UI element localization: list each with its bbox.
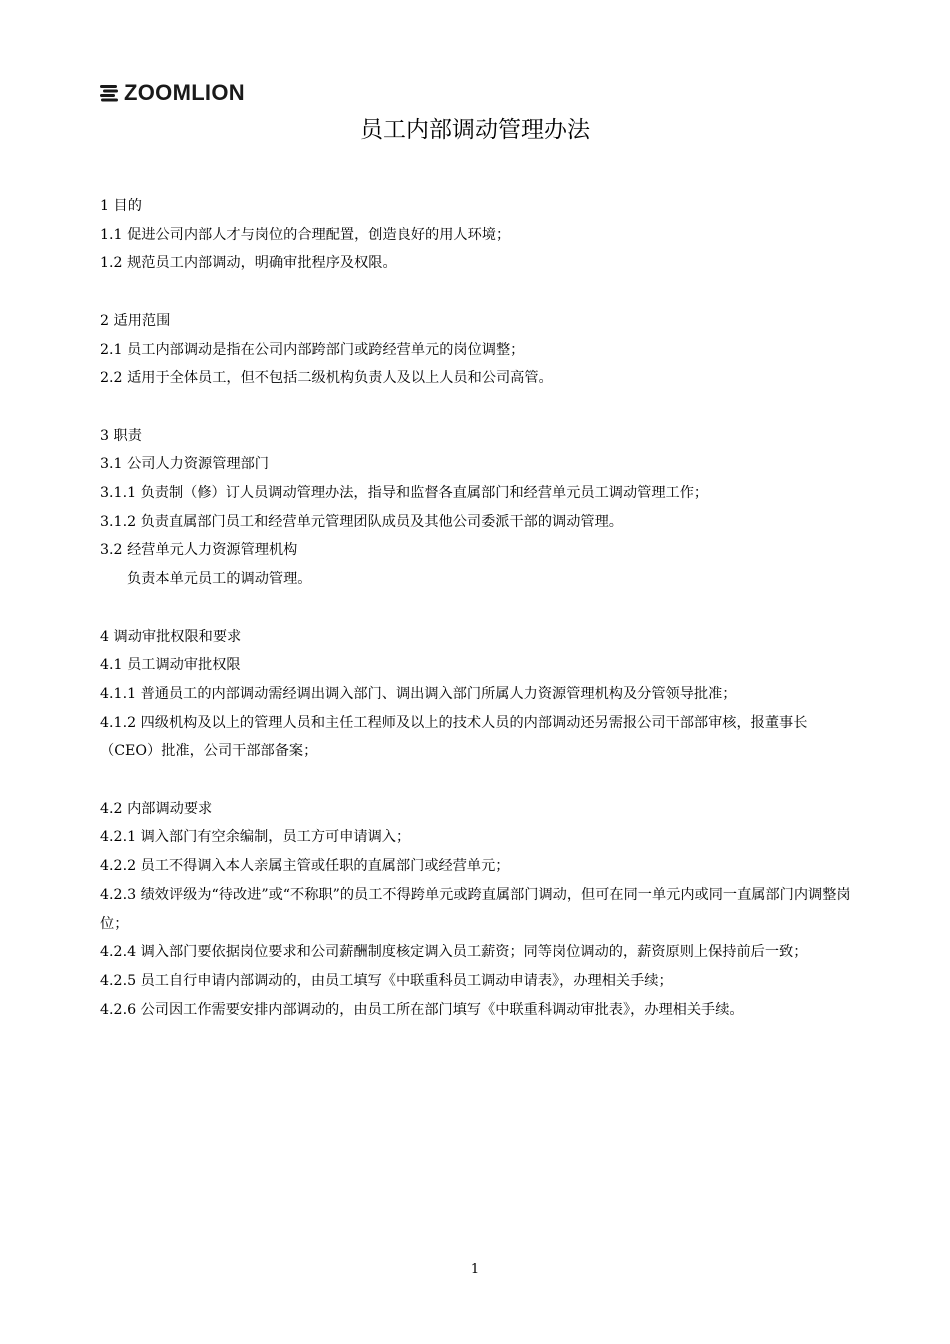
- subsection-heading: 4.2 内部调动要求: [100, 800, 213, 817]
- logo-text: ZOOMLION: [124, 80, 245, 105]
- section-heading: 4 调动审批权限和要求: [100, 628, 242, 645]
- section-gap: [100, 766, 860, 795]
- paragraph: 4.2.2 员工不得调入本人亲属主管或任职的直属部门或经营单元；: [100, 858, 510, 875]
- section-purpose: [100, 192, 860, 278]
- subsection-heading: 3.1 公司人力资源管理部门: [100, 456, 269, 473]
- zoomlion-stripes-icon: [99, 83, 119, 103]
- section-heading: 3 职责: [100, 427, 142, 444]
- section-heading: 1 目的: [100, 198, 142, 214]
- paragraph: 4.2.1 调入部门有空余编制，员工方可申请调入；: [100, 829, 411, 846]
- paragraph: 3.1.2 负责直属部门员工和经营单元管理团队成员及其他公司委派干部的调动管理。: [100, 513, 623, 530]
- paragraph: 1.1 促进公司内部人才与岗位的合理配置，创造良好的用人环境；: [100, 226, 511, 243]
- company-logo: [99, 80, 245, 106]
- paragraph: 3.1.1 负责制（修）订人员调动管理办法，指导和监督各直属部门和经营单元员工调动管理工作；: [100, 485, 709, 501]
- paragraph: 4.2.3 绩效评级为“待改进”或“不称职”的员工不得跨单元或跨直属部门调动，但可在同一单元内或同一直属部门内调整岗位；: [100, 886, 851, 932]
- section-requirements: [100, 795, 860, 1025]
- paragraph: 负责本单元员工的调动管理。: [127, 571, 312, 588]
- subsection-heading: 4.1 员工调动审批权限: [100, 657, 241, 674]
- section-approval: [100, 623, 860, 767]
- page-number: 1: [470, 1262, 480, 1277]
- paragraph: 4.1.2 四级机构及以上的管理人员和主任工程师及以上的技术人员的内部调动还另需报公司干部部审核，报董事长（CEO）批准，公司干部部备案；: [100, 714, 808, 760]
- section-gap: [100, 393, 860, 422]
- paragraph: 4.2.4 调入部门要依据岗位要求和公司薪酬制度核定调入员工薪资；同等岗位调动的，薪资原则上保持前后一致；: [100, 944, 808, 961]
- page-title: 员工内部调动管理办法: [360, 117, 590, 143]
- section-heading: 2 适用范围: [100, 312, 171, 329]
- section-scope: [100, 307, 860, 393]
- document-body: [100, 192, 860, 1024]
- subsection-heading: 3.2 经营单元人力资源管理机构: [100, 542, 298, 559]
- section-gap: [100, 278, 860, 307]
- paragraph: 4.2.6 公司因工作需要安排内部调动的，由员工所在部门填写《中联重科调动审批表》，办理相关手续。: [100, 1001, 744, 1018]
- paragraph: 2.2 适用于全体员工，但不包括二级机构负责人及以上人员和公司高管。: [100, 370, 553, 387]
- paragraph: 4.2.5 员工自行申请内部调动的，由员工填写《中联重科员工调动申请表》，办理相关手续；: [100, 972, 673, 989]
- section-gap: [100, 594, 860, 623]
- paragraph: 1.2 规范员工内部调动，明确审批程序及权限。: [100, 255, 397, 272]
- section-responsibilities: [100, 422, 860, 594]
- paragraph: 4.1.1 普通员工的内部调动需经调出调入部门、调出调入部门所属人力资源管理机构及分管领导批准；: [100, 685, 737, 702]
- paragraph: 2.1 员工内部调动是指在公司内部跨部门或跨经营单元的岗位调整；: [100, 341, 525, 358]
